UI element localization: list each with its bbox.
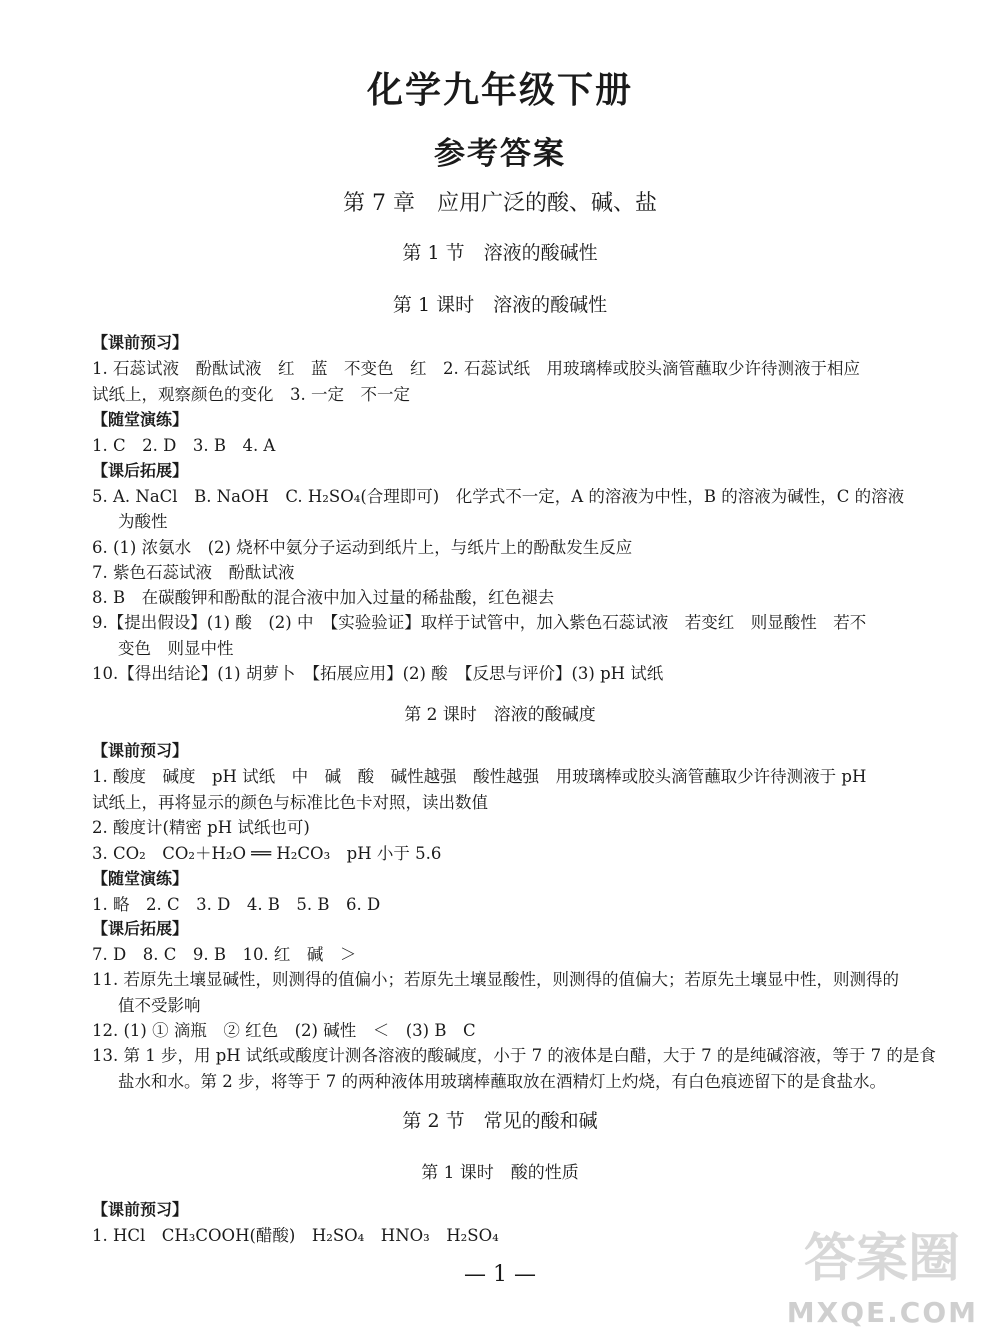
answer-line: 5. A. NaCl B. NaOH C. H₂SO₄(合理即可) 化学式不一定，A 的溶液为中性，B 的溶液为碱性，C 的溶液: [92, 487, 905, 506]
page-title: 化学九年级下册: [366, 69, 633, 111]
section-heading-2: 第 2 节 常见的酸和碱: [402, 1110, 598, 1132]
answer-line: 为酸性: [118, 512, 168, 531]
answer-line: 13. 第 1 步，用 pH 试纸或酸度计测各溶液的酸碱度，小于 7 的液体是白醋，大于 7 的是纯碱溶液，等于 7 的是食: [92, 1046, 936, 1065]
answer-line: 11. 若原先土壤显碱性，则测得的值偏小；若原先土壤显酸性，则测得的值偏大；若原先土壤显中性，则测得的: [92, 970, 899, 989]
answer-line: 1. 略 2. C 3. D 4. B 5. B 6. D: [92, 895, 381, 914]
page-number: — 1 —: [464, 1262, 536, 1287]
answer-line: 12. (1) ① 滴瓶 ② 红色 (2) 碱性 ＜ (3) B C: [92, 1021, 476, 1040]
answer-line: 3. CO₂ CO₂＋H₂O ══ H₂CO₃ pH 小于 5.6: [92, 844, 442, 863]
answer-line: 变色 则显中性: [118, 639, 234, 658]
answer-line: 9.【提出假设】(1) 酸 (2) 中 【实验验证】取样于试管中，加入紫色石蕊试液 若变红 则显酸性 若不: [92, 613, 867, 632]
answer-line: 1. 酸度 碱度 pH 试纸 中 碱 酸 碱性越强 酸性越强 用玻璃棒或胶头滴管蘸取少许待测液于 pH: [92, 767, 867, 786]
answer-line: 2. 酸度计(精密 pH 试纸也可): [92, 818, 310, 837]
answer-line: 1. 石蕊试液 酚酞试液 红 蓝 不变色 红 2. 石蕊试纸 用玻璃棒或胶头滴管蘸取少许待测液于相应: [92, 359, 860, 378]
watermark-logo-url: MXQE.COM: [786, 1296, 978, 1329]
watermark-logo-mark: 答案圈: [803, 1229, 960, 1289]
label-after-class: 【课后拓展】: [92, 919, 189, 938]
answer-line: 7. 紫色石蕊试液 酚酞试液: [92, 563, 295, 582]
section-heading-1: 第 1 节 溶液的酸碱性: [402, 242, 598, 264]
answer-line: 8. B 在碳酸钾和酚酞的混合液中加入过量的稀盐酸，红色褪去: [92, 588, 555, 607]
answer-line: 盐水和水。第 2 步，将等于 7 的两种液体用玻璃棒蘸取放在酒精灯上灼烧，有白色痕迹留下的是食盐水。: [118, 1072, 886, 1091]
lesson-heading-2: 第 2 课时 溶液的酸碱度: [404, 705, 596, 725]
answer-line: 1. HCl CH₃COOH(醋酸) H₂SO₄ HNO₃ H₂SO₄: [92, 1226, 499, 1245]
label-pre-study: 【课前预习】: [92, 333, 189, 352]
answer-line: 10.【得出结论】(1) 胡萝卜 【拓展应用】(2) 酸 【反思与评价】(3) pH 试纸: [92, 664, 664, 683]
label-after-class: 【课后拓展】: [92, 461, 189, 480]
answer-line: 试纸上，再将显示的颜色与标准比色卡对照，读出数值: [92, 793, 488, 812]
label-class-practice: 【随堂演练】: [92, 869, 189, 888]
answer-line: 7. D 8. C 9. B 10. 红 碱 ＞: [92, 945, 357, 964]
answer-line: 试纸上，观察颜色的变化 3. 一定 不一定: [92, 385, 410, 404]
label-pre-study: 【课前预习】: [92, 741, 189, 760]
lesson-heading-3: 第 1 课时 酸的性质: [421, 1163, 579, 1183]
page-subtitle: 参考答案: [434, 136, 566, 172]
chapter-heading: 第 7 章 应用广泛的酸、碱、盐: [343, 191, 657, 216]
lesson-heading-1: 第 1 课时 溶液的酸碱性: [392, 294, 608, 316]
answer-line: 6. (1) 浓氨水 (2) 烧杯中氨分子运动到纸片上，与纸片上的酚酞发生反应: [92, 538, 633, 557]
label-pre-study: 【课前预习】: [92, 1200, 189, 1219]
answer-line: 值不受影响: [118, 996, 201, 1015]
answer-line: 1. C 2. D 3. B 4. A: [92, 436, 276, 455]
label-class-practice: 【随堂演练】: [92, 410, 189, 429]
